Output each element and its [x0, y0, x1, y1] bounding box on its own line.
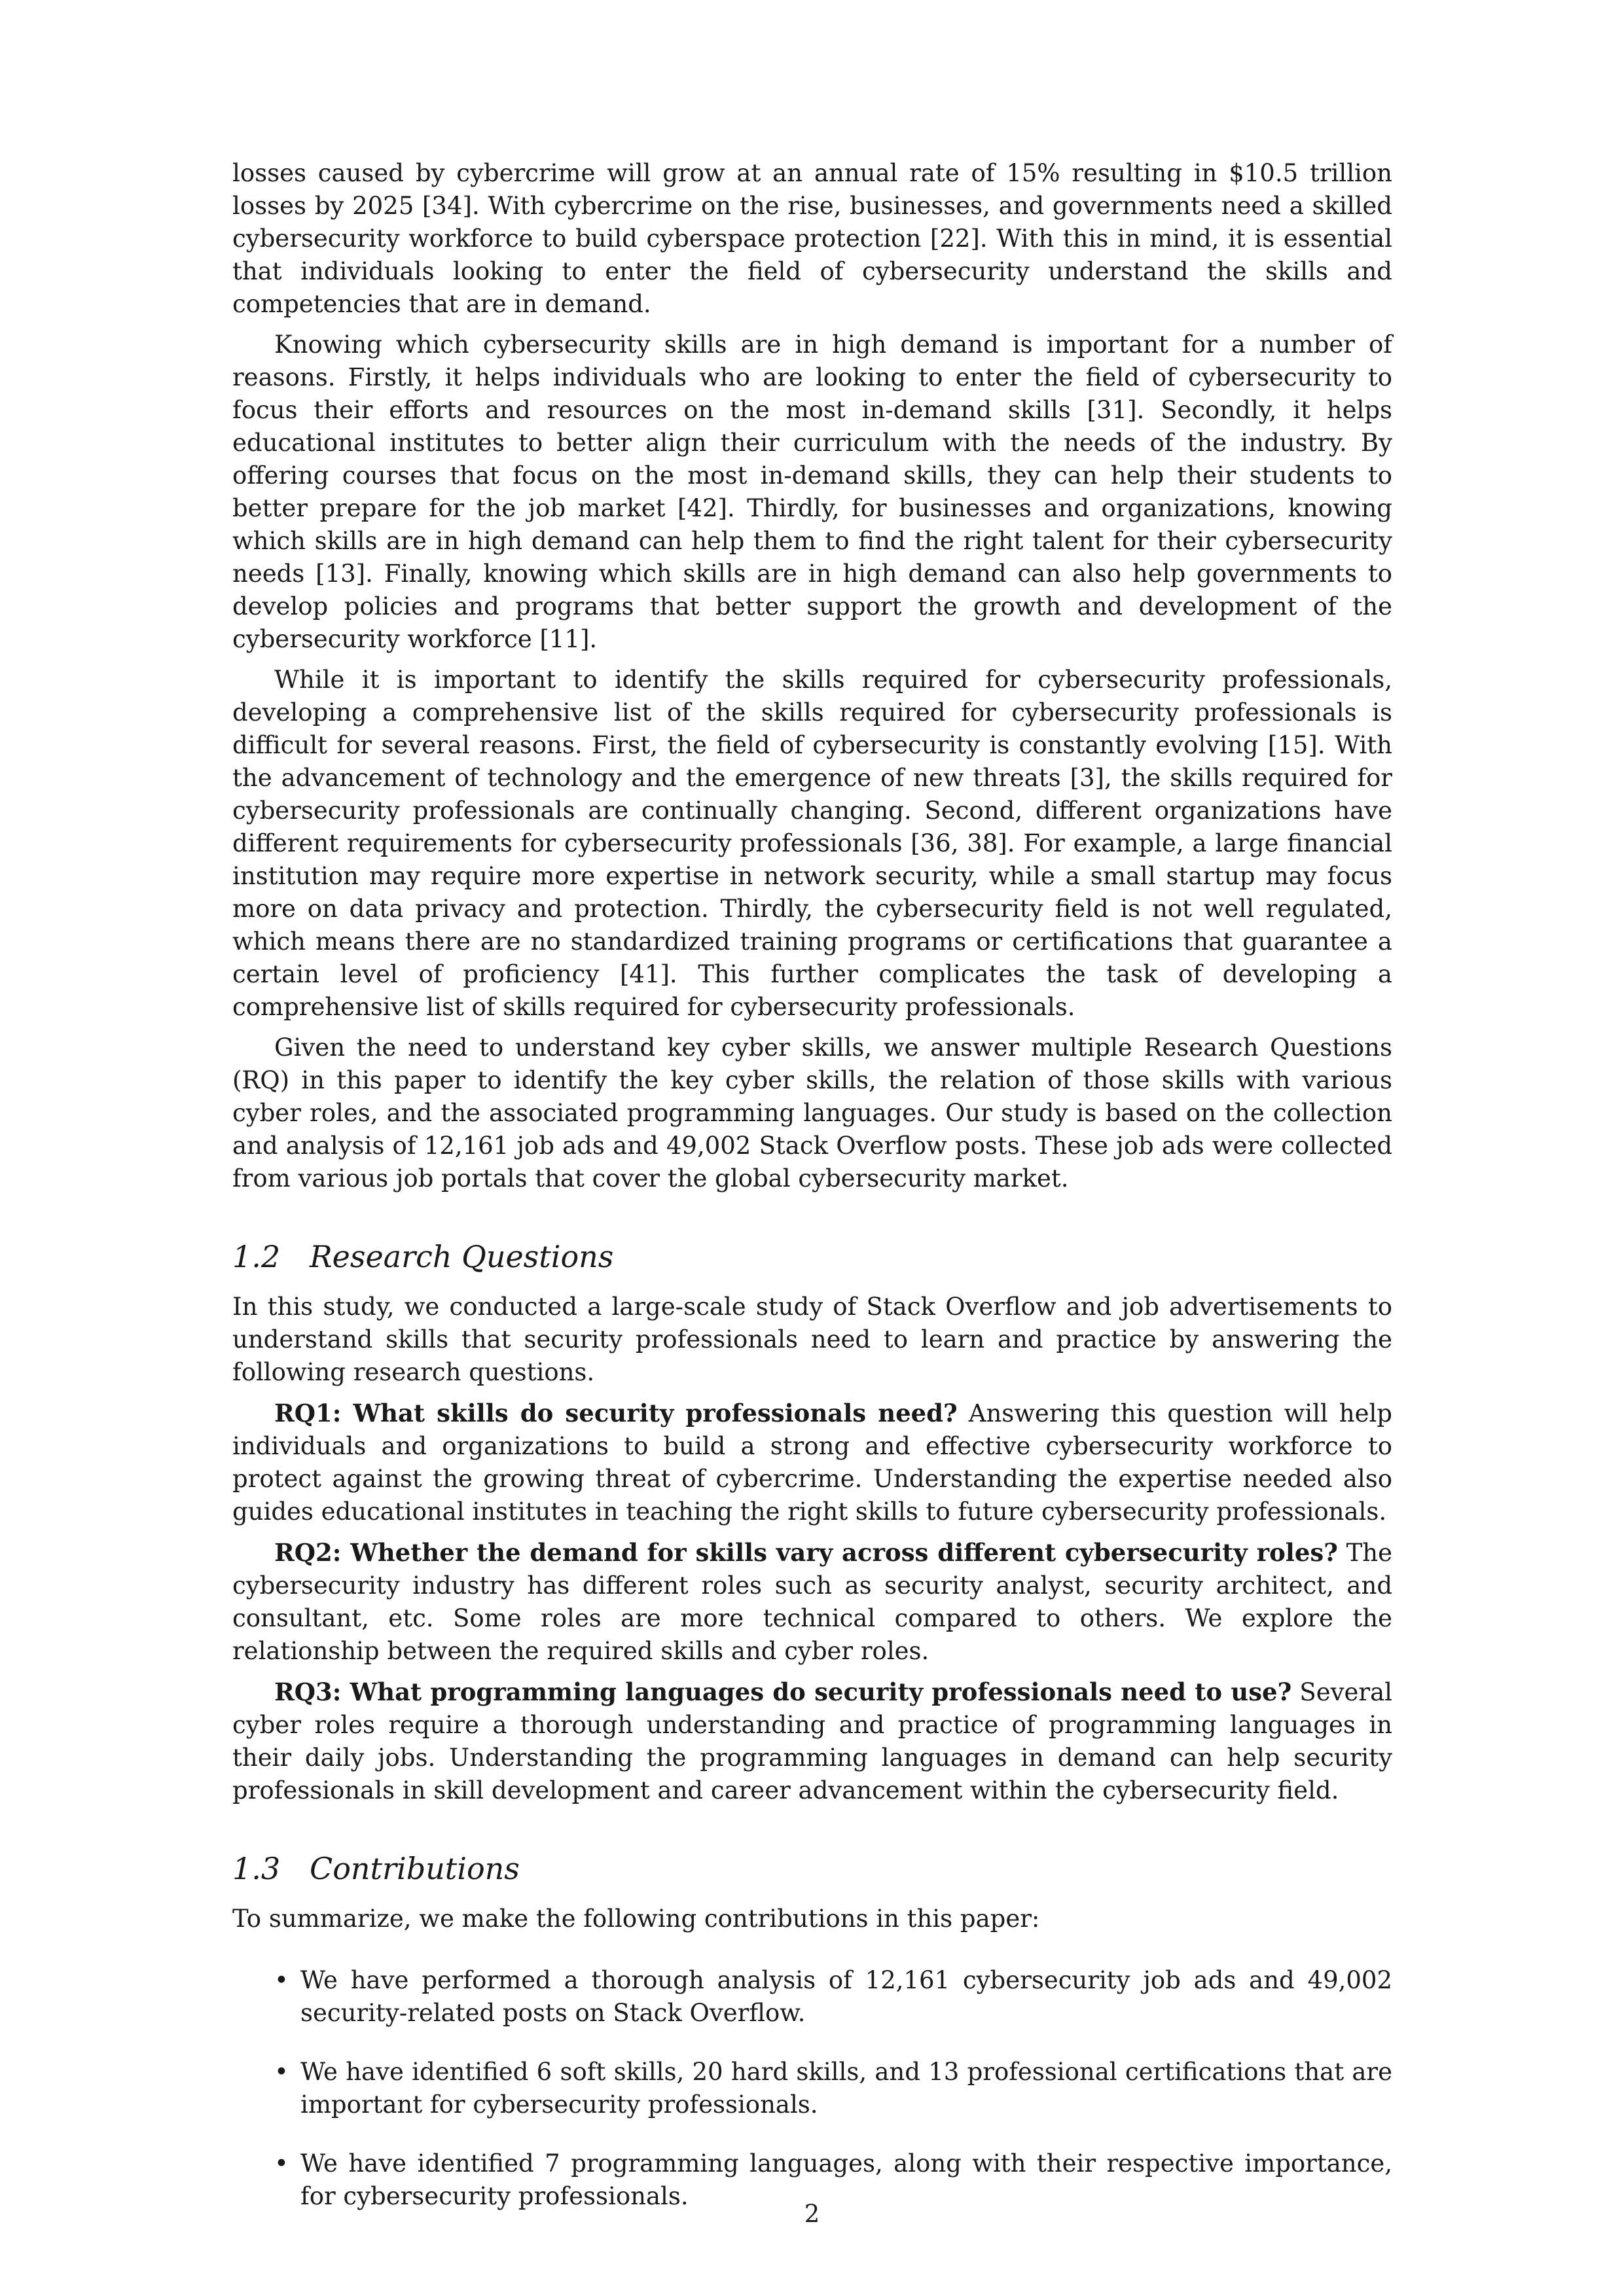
contributions-intro: To summarize, we make the following contributions in this paper: — [232, 1905, 1040, 1933]
rq3-text: Several cyber roles require a thorough understanding and practice of programming languages in their daily jobs. Understanding the programming languages in demand can help security professionals in skill development and career advancement within the cybersecurity field. — [232, 1678, 1392, 1804]
section-number: 1.3 — [232, 1851, 281, 1886]
list-item — [232, 1964, 1392, 2030]
rq1-text: Answering this question will help individuals and organizations to build a strong and effective cybersecurity workforce to protect against the growing threat of cybercrime. Understanding the expertise needed also guides educational institutes in teaching the right skills to future cybersecurity professionals. — [232, 1399, 1392, 1526]
page-number: 2 — [804, 2200, 820, 2228]
section-title: Contributions — [310, 1851, 520, 1886]
intro-paragraph-2: Knowing which cybersecurity skills are in high demand is important for a number of reasons. Firstly, it helps individuals who are looking to enter the field of cybersecurity to focus their efforts and resources on the most in-demand skills [31]. Secondly, it helps educational institutes to better align their curriculum with the needs of the industry. By offering courses that focus on the most in-demand skills, they can help their students to better prepare for the job market [42]. Thirdly, for businesses and organizations, knowing which skills are in high demand can help them to find the right talent for their cybersecurity needs [13]. Finally, knowing which skills are in high demand can also help governments to develop policies and programs that better support the growth and development of the cybersecurity workforce [11]. — [232, 331, 1392, 653]
section-heading-research-questions — [232, 1238, 1392, 1275]
contributions-list — [232, 1964, 1392, 2213]
list-item — [232, 2056, 1392, 2121]
rq3-label: RQ3: What programming languages do security professionals need to use? — [274, 1677, 1292, 1706]
rq-intro-paragraph: In this study, we conducted a large-scale study of Stack Overflow and job advertisements to understand skills that security professionals need to learn and practice by answering the following research questions. — [232, 1293, 1392, 1386]
intro-paragraph-4: Given the need to understand key cyber skills, we answer multiple Research Questions (RQ) in this paper to identify the key cyber skills, the relation of those skills with various cyber roles, and the associated programming languages. Our study is based on the collection and analysis of 12,161 job ads and 49,002 Stack Overflow posts. These job ads were collected from various job portals that cover the global cybersecurity market. — [232, 1033, 1392, 1193]
section-title: Research Questions — [310, 1239, 614, 1274]
bullet-icon: • — [274, 1966, 289, 1994]
rq1-paragraph — [232, 1397, 1392, 1528]
bullet-icon: • — [274, 2058, 289, 2086]
list-item-text: We have identified 7 programming languages, along with their respective importance, for cybersecurity professionals. — [300, 2149, 1392, 2210]
intro-paragraph-3: While it is important to identify the skills required for cybersecurity professionals, developing a comprehensive list of the skills required for cybersecurity professionals is difficult for several reasons. First, the field of cybersecurity is constantly evolving [15]. With the advancement of technology and the emergence of new threats [3], the skills required for cybersecurity professionals are continually changing. Second, different organizations have different requirements for cybersecurity professionals [36, 38]. For example, a large financial institution may require more expertise in network security, while a small startup may focus more on data privacy and protection. Thirdly, the cybersecurity field is not well regulated, which means there are no standardized training programs or certifications that guarantee a certain level of proficiency [41]. This further complicates the task of developing a comprehensive list of skills required for cybersecurity professionals. — [232, 666, 1392, 1021]
list-item-text: We have identified 6 soft skills, 20 hard skills, and 13 professional certifications that are important for cybersecurity professionals. — [300, 2058, 1392, 2119]
intro-paragraph-1: losses caused by cybercrime will grow at an annual rate of 15% resulting in $10.5 trillion losses by 2025 [34]. With cybercrime on the rise, businesses, and governments need a skilled cybersecurity workforce to build cyberspace protection [22]. With this in mind, it is essential that individuals looking to enter the field of cybersecurity understand the skills and competencies that are in demand. — [232, 159, 1392, 318]
rq1-label: RQ1: What skills do security professionals need? — [274, 1399, 958, 1427]
list-item-text: We have performed a thorough analysis of 12,161 cybersecurity job ads and 49,002 security-related posts on Stack Overflow. — [300, 1966, 1392, 2027]
page-content — [232, 157, 1392, 2239]
rq2-text: The cybersecurity industry has different roles such as security analyst, security architect, and consultant, etc. Some roles are more technical compared to others. We explore the relationship between the required skills and cyber roles. — [232, 1539, 1392, 1665]
rq3-paragraph — [232, 1676, 1392, 1807]
section-number: 1.2 — [232, 1239, 281, 1274]
section-heading-contributions — [232, 1850, 1392, 1887]
rq2-paragraph — [232, 1536, 1392, 1668]
rq2-label: RQ2: Whether the demand for skills vary across different cybersecurity roles? — [274, 1538, 1338, 1567]
bullet-icon: • — [274, 2149, 289, 2178]
